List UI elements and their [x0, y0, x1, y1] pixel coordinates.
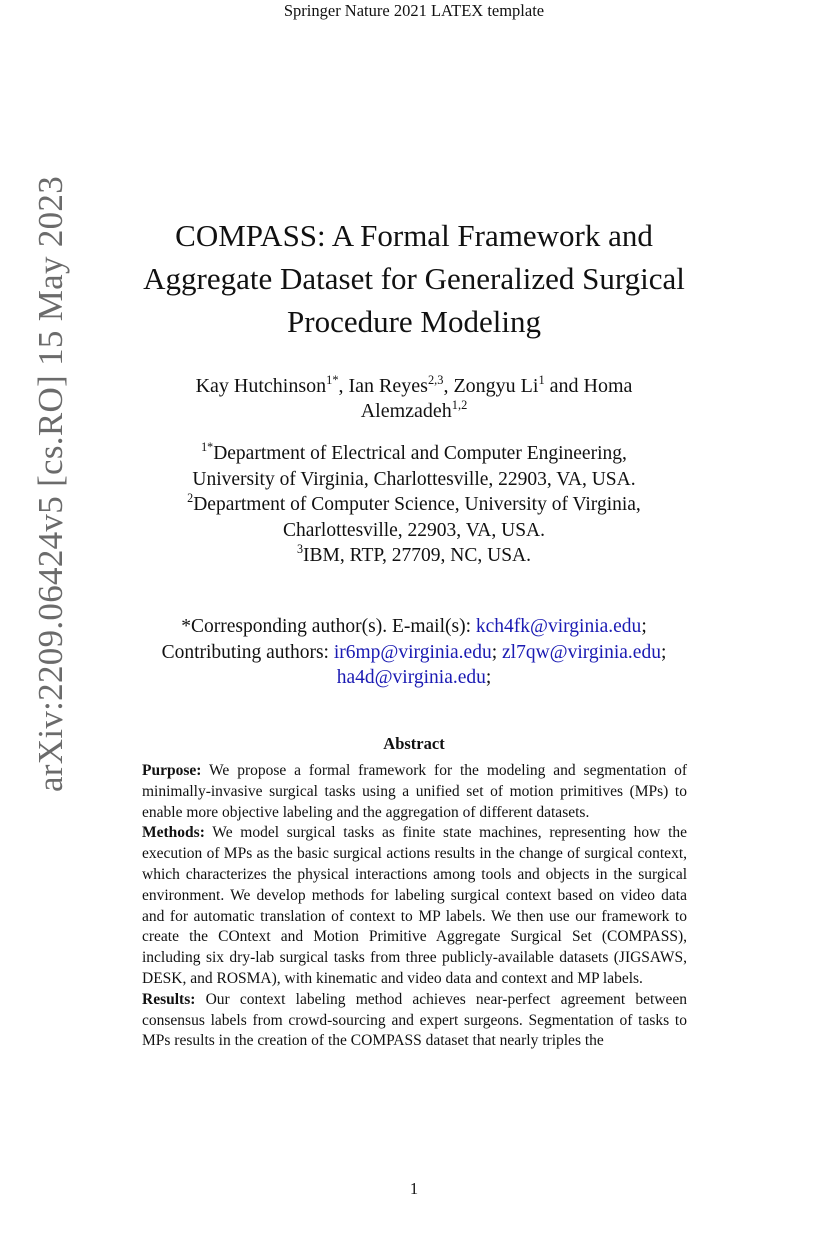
author-name: Kay Hutchinson	[195, 375, 327, 397]
page-number: 1	[409, 1179, 419, 1198]
title-line: Aggregate Dataset for Generalized Surgical	[143, 261, 685, 296]
affiliation-line	[110, 543, 718, 569]
running-header: Springer Nature 2021 LATEX template	[283, 1, 545, 20]
methods-label: Methods:	[142, 824, 205, 842]
separator: ;	[660, 641, 667, 663]
affiliation-line: University of Virginia, Charlottesville, 22903, VA, USA.	[192, 468, 636, 490]
affiliations	[110, 441, 718, 569]
affiliation-line	[110, 492, 718, 518]
title-line: Procedure Modeling	[287, 304, 541, 339]
affiliation-mark: 3	[296, 542, 304, 557]
author-separator: ,	[443, 375, 454, 397]
abstract-heading: Abstract	[383, 734, 445, 753]
abstract-results	[142, 990, 687, 1052]
corresponding-author-line	[95, 614, 733, 640]
affiliation-mark: 2	[187, 491, 194, 506]
methods-text: We model surgical tasks as finite state machines, representing how the execution of MPs as the basic surgical actions results in the change of surgical context, which characterizes the physical interactions among tools and objects in the surgical environment. We develop methods for labeling surgical context based on video data and for automatic translation of context to MP labels. We then use our framework to create the COntext and Motion Primitive Aggregate Surgical Set (COMPASS), including six dry-lab surgical tasks from three publicly-available datasets (JIGSAWS, DESK, and ROSMA), with kinematic and video data and context and MP labels.	[142, 824, 687, 987]
results-text: Our context labeling method achieves near-perfect agreement between consensus labels from crowd-sourcing and expert surgeons. Segmentation of tasks to MPs results in the creation of the COMPASS dataset that nearly triples the	[142, 990, 687, 1050]
correspondence	[95, 614, 733, 691]
contributing-authors-line	[95, 665, 733, 691]
abstract-purpose	[142, 761, 687, 823]
separator: ;	[485, 667, 492, 688]
author-list	[120, 374, 708, 424]
affiliation-text: Department of Electrical and Computer Engineering,	[213, 443, 627, 464]
author-name: Ian Reyes	[348, 375, 428, 397]
email-link[interactable]: zl7qw@virginia.edu	[502, 641, 661, 663]
affiliation-text: IBM, RTP, 27709, NC, USA.	[303, 545, 532, 566]
results-label: Results:	[142, 990, 196, 1008]
author-name: Zongyu Li	[453, 375, 539, 397]
contributing-authors-line	[95, 640, 733, 666]
contributing-label: Contributing authors:	[161, 641, 334, 663]
email-link[interactable]: ir6mp@virginia.edu	[333, 641, 492, 663]
author-affil-mark: 2,3	[427, 372, 444, 387]
corresponding-label: *Corresponding author(s). E-mail(s):	[181, 616, 476, 637]
title-line: COMPASS: A Formal Framework and	[175, 218, 653, 253]
separator: ;	[491, 641, 503, 663]
email-link[interactable]: ha4d@virginia.edu	[336, 667, 486, 688]
affiliation-line: Charlottesville, 22903, VA, USA.	[283, 519, 545, 541]
author-separator: ,	[338, 375, 349, 397]
affiliation-line	[110, 441, 718, 467]
purpose-text: We propose a formal framework for the modeling and segmentation of minimally-invasive surgical tasks using a unified set of motion primitives (MPs) to enable more objective labeling and the aggregation of different datasets.	[142, 762, 687, 821]
affiliation-mark: 1*	[201, 440, 214, 455]
abstract-methods	[142, 823, 687, 989]
author-affil-mark: 1*	[326, 372, 339, 387]
separator: ;	[641, 616, 647, 637]
abstract-body	[142, 761, 687, 1052]
arxiv-stamp: arXiv:2209.06424v5 [cs.RO] 15 May 2023	[31, 175, 70, 793]
author-name: Alemzadeh	[360, 400, 452, 422]
purpose-label: Purpose:	[142, 762, 202, 779]
email-link[interactable]: kch4fk@virginia.edu	[475, 616, 642, 637]
paper-title	[105, 214, 723, 343]
author-affil-mark: 1	[538, 372, 545, 387]
author-affil-mark: 1,2	[451, 397, 468, 412]
author-separator: and Homa	[544, 375, 633, 397]
affiliation-text: Department of Computer Science, University of Virginia,	[193, 494, 641, 515]
